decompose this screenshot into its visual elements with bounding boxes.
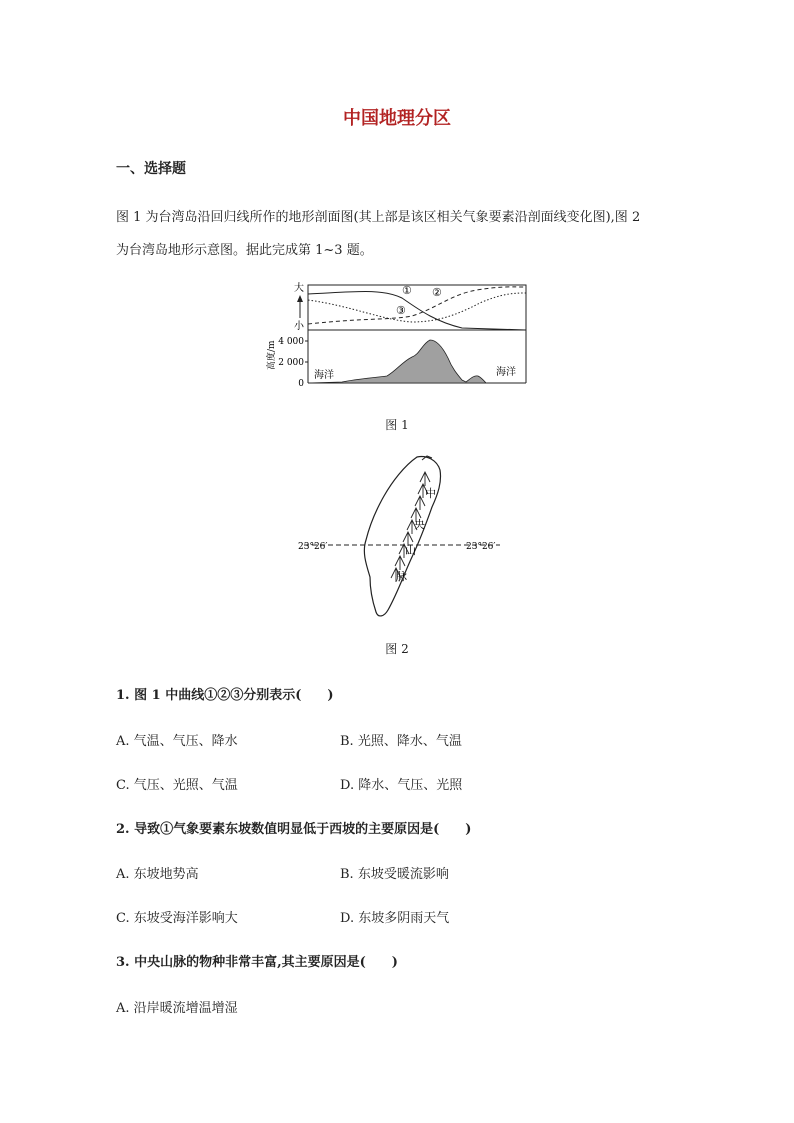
intro-paragraph [116,201,696,267]
figure2-caption: 图 2 [385,642,409,656]
figure1-upper-box [308,285,526,330]
figure1-y-bottom-label: 小 [294,321,304,332]
figure1-curve-label-3: ③ [396,304,406,317]
figure1-curve-1 [308,292,526,331]
question-1-option-a[interactable]: A. 气温、气压、降水 [116,734,238,749]
figure1-height-axis-label: 高度/m [267,340,277,370]
mountain-label-char-1: 中 [425,487,436,500]
mountain-label-char-4: 脉 [396,570,407,583]
question-2-option-c[interactable]: C. 东坡受海洋影响大 [116,911,238,926]
section-heading: 一、选择题 [116,161,186,177]
question-2-option-b[interactable]: B. 东坡受暖流影响 [340,867,449,882]
figure1-curve-label-1: ① [402,284,412,297]
figure1-y-arrow-head [297,295,303,302]
question-2-stem: 2. 导致①气象要素东坡数值明显低于西坡的主要原因是( ) [116,822,472,837]
figure1-ocean-left: 海洋 [314,370,334,381]
figure2-taiwan-map [292,452,512,622]
figure1-ocean-right: 海洋 [496,367,516,378]
figure1-tick-label-0: 0 [298,379,304,389]
question-1-option-d[interactable]: D. 降水、气压、光照 [340,778,463,793]
lat-label-right: 23°26′ [466,542,496,552]
page-title: 中国地理分区 [343,108,451,129]
question-2-option-a[interactable]: A. 东坡地势高 [116,867,199,882]
intro-line-1: 图 1 为台湾岛沿回归线所作的地形剖面图(其上部是该区相关气象要素沿剖面线变化图),图 2 [116,210,641,225]
question-3-stem: 3. 中央山脉的物种非常丰富,其主要原因是( ) [116,955,398,970]
lat-label-left: 23°26′ [298,542,328,552]
mountain-label-char-3: 山 [405,544,416,557]
question-1-stem: 1. 图 1 中曲线①②③分别表示( ) [116,688,334,703]
figure1-curve-3 [308,293,526,322]
figure1-tick-label-4000: 4 000 [278,337,304,347]
question-1-option-b[interactable]: B. 光照、降水、气温 [340,734,462,749]
figure1-y-top-label: 大 [294,283,304,294]
mountain-label-char-2: 央 [414,518,425,531]
question-1-option-c[interactable]: C. 气压、光照、气温 [116,778,238,793]
intro-line-2: 为台湾岛地形示意图。据此完成第 1~3 题。 [116,243,373,258]
figure1-caption: 图 1 [385,418,409,432]
figure1-profile-diagram [262,278,532,390]
figure1-terrain [308,340,486,383]
question-3-option-a[interactable]: A. 沿岸暖流增温增湿 [116,1001,238,1016]
figure1-curve-label-2: ② [432,286,442,299]
question-2-option-d[interactable]: D. 东坡多阴雨天气 [340,911,450,926]
figure1-tick-label-2000: 2 000 [278,358,304,368]
